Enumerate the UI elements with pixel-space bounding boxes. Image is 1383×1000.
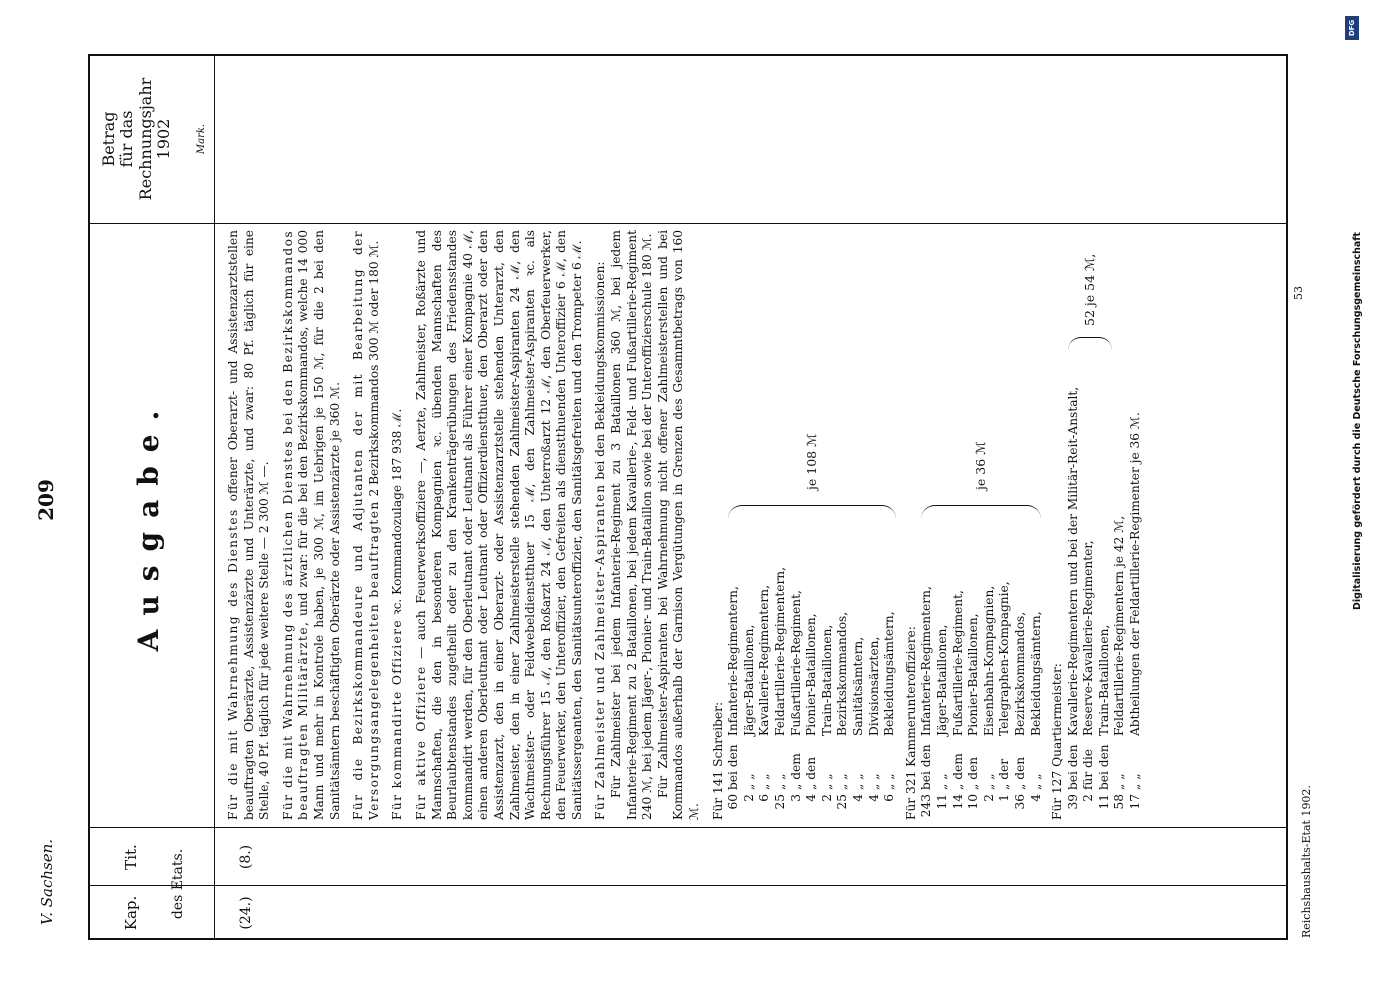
item-count: 10: [966, 794, 981, 810]
item-unit: Bekleidungsämtern,: [1028, 611, 1043, 736]
item-unit: Fußartillerie-Regiment,: [950, 590, 965, 736]
item-count: 6: [882, 794, 897, 802]
paragraph-lead: Für aktive Offiziere: [413, 665, 428, 820]
paragraph-zahlmeister-aspiranten: Für Zahlmeister-Aspiranten bei Wahrnehmung nicht offener Zahlmeisterstellen und bei Kommandos außerhalb der Garnison Vergütungen in Grenzen des Gesammtbetrags von 160 ℳ.: [655, 230, 702, 820]
item-preposition: bei den: [1096, 744, 1111, 790]
list-item: [804, 230, 820, 820]
item-count: 2: [1081, 794, 1096, 802]
digitization-notice: Digitalisierung gefördert durch die Deutsche Forschungsgemeinschaft: [1352, 232, 1363, 610]
item-count: 6: [757, 794, 772, 802]
item-preposition: „ „: [1128, 773, 1143, 790]
item-preposition: „ „: [1028, 773, 1043, 790]
paragraph-aktive-offiziere: [414, 230, 586, 820]
item-count: 25: [835, 794, 850, 810]
item-unit: Jäger-Bataillonen,: [934, 624, 949, 736]
item-preposition: „ „: [981, 773, 996, 790]
kap-value: (24.): [238, 896, 254, 930]
item-unit: Bezirkskommandos,: [1012, 611, 1027, 736]
item-count: 1: [997, 794, 1012, 802]
item-preposition: bei den: [1065, 744, 1080, 790]
item-unit: Infanterie-Regimentern,: [726, 586, 741, 736]
list-item: [1112, 230, 1128, 820]
item-preposition: „ den: [1012, 756, 1027, 790]
list-item: [820, 230, 836, 820]
paragraph-text: ꝛc. Kommandozulage 187 938 ℳ.: [390, 408, 405, 620]
paragraph-assistenzarzt: [226, 230, 273, 820]
list-item: [867, 230, 883, 820]
amount-schreiber: je 108 ℳ: [804, 433, 820, 490]
column-header-betrag: [100, 56, 174, 222]
column-header-tit: Tit.: [122, 844, 140, 870]
item-unit: Infanterie-Regimentern,: [919, 586, 934, 736]
list-schreiber: [726, 230, 898, 820]
amount-kammer: je 36 ℳ: [973, 441, 989, 490]
tit-value: (8.): [238, 844, 254, 870]
item-unit: Feldartillerie-Regimentern je 42 ℳ,: [1112, 515, 1127, 736]
item-unit: Fußartillerie-Regiment,: [788, 590, 803, 736]
item-preposition: „ der: [997, 758, 1012, 790]
item-preposition: „ „: [819, 773, 834, 790]
list-item: [997, 230, 1013, 820]
item-unit: Eisenbahn-Kompagnien,: [981, 585, 996, 736]
list-item: [789, 230, 805, 820]
item-unit: Jäger-Bataillonen,: [741, 624, 756, 736]
item-count: 243: [919, 794, 934, 818]
list-item: [1066, 230, 1082, 820]
list-block-schreiber: [726, 230, 898, 820]
list-item: [1097, 230, 1113, 820]
item-unit: Telegraphen-Kompagnie,: [997, 581, 1012, 736]
item-preposition: „ den: [804, 756, 819, 790]
rule-kap: [88, 885, 1288, 886]
list-item: [882, 230, 898, 820]
dfg-logo: DFG: [1345, 16, 1359, 40]
item-preposition: „ dem: [788, 753, 803, 790]
item-unit: Bekleidungsämtern,: [882, 611, 897, 736]
paragraph-text: bei den Bekleidungskommissionen:: [593, 261, 608, 484]
list-item: [835, 230, 851, 820]
betrag-line-4: 1902: [154, 118, 174, 160]
list-item: [982, 230, 998, 820]
brace-schreiber: [728, 505, 896, 520]
item-count: 2: [981, 794, 996, 802]
list-block-quartier: [1066, 230, 1144, 820]
item-count: 25: [773, 794, 787, 810]
paragraph-lead: Für Zahlmeister und Zahlmeister-Aspiranten: [593, 483, 608, 820]
item-preposition: „ „: [835, 773, 850, 790]
paragraph-text: — auch Feuerwerksoffiziere —, Aerzte, Zahlmeister, Roßärzte und Mannschaften, die den in besonderen Kompagnien ꝛc. übenden Mannschaften des Beurlaubtenstandes zugetheilt oder zu den Krankenträgerübungen des Friedensstandes kommandirt werden, für den Oberleutnant oder Leutnant als Führer einer Kompagnie 40 ℳ, einen anderen Oberleutnant oder Leutnant oder Offizierdienstthuer, den Oberarzt oder den Assistenzarzt, den in einer Oberarzt- oder Assistenzarztstelle stehenden Unterarzt, den Zahlmeister, den in einer Zahlmeisterstelle stehenden Zahlmeister-Aspiranten 24 ℳ, den Wachtmeister- oder Feldwebeldienstthuer 15 ℳ, den Zahlmeister-Aspiranten ꝛc. als Rechnungsführer 15 ℳ, den Roßarzt 24 ℳ, den Unterroßarzt 12 ℳ, den Oberfeuerwerker, den Feuerwerker, den Unteroffizier, den Gefreiten als dienstthuenden Unteroffizier 6 ℳ, den Sanitätssergeanten, den Sanitätsunteroffizier, den Sanitätsgefreiten und den Trompeter 6 ℳ.: [413, 230, 584, 820]
item-count: 2: [741, 794, 756, 802]
list-item: [726, 230, 742, 820]
item-count: 3: [788, 794, 803, 802]
list-head-quartier: Für 127 Quartiermeister:: [1050, 663, 1065, 820]
item-unit: Sanitätsämtern,: [850, 636, 865, 736]
item-count: 4: [804, 794, 819, 802]
item-unit: Train-Bataillonen,: [1096, 624, 1111, 736]
item-count: 4: [1028, 794, 1043, 802]
item-count: 60: [726, 794, 741, 810]
item-preposition: „ „: [757, 773, 772, 790]
betrag-line-2: für das: [117, 110, 137, 168]
item-preposition: bei den: [726, 744, 741, 790]
body-text: [226, 230, 1150, 820]
item-count: 17: [1128, 794, 1143, 810]
list-item: [919, 230, 935, 820]
list-item: [851, 230, 867, 820]
list-item: [773, 230, 789, 820]
betrag-line-3: Rechnungsjahr: [135, 77, 155, 201]
item-preposition: „ „: [882, 773, 897, 790]
item-unit: Divisionsärzten,: [866, 636, 881, 736]
item-preposition: „ den: [966, 756, 981, 790]
item-count: 14: [950, 794, 965, 810]
list-kammer: [919, 230, 1044, 820]
footer-etat: Reichshaushalts-Etat 1902.: [1300, 785, 1313, 938]
brace-kammer: [921, 505, 1041, 520]
paragraph-lead: Für die mit Wahrnehmung des ärztlichen Dienstes bei den Bezirkskommandos beauftragten Militärärzte,: [280, 230, 311, 820]
item-unit: Abtheilungen der Feldartillerie-Regimenter je 36 ℳ.: [1128, 412, 1143, 736]
item-count: 4: [850, 794, 865, 802]
list-item: [1013, 230, 1029, 820]
item-unit: Feldartillerie-Regimentern,: [773, 566, 787, 736]
rule-tit: [88, 827, 1288, 828]
running-head-state: V. Sachsen.: [38, 838, 56, 925]
item-count: 36: [1012, 794, 1027, 810]
list-block-kammer: [919, 230, 1044, 820]
list-quartier: [1066, 230, 1144, 820]
item-count: 11: [934, 794, 949, 810]
item-preposition: bei den: [919, 744, 934, 790]
item-preposition: für die: [1081, 749, 1096, 790]
paragraph-bezirkskommandeure: [351, 230, 382, 820]
betrag-line-1: Betrag: [99, 111, 118, 167]
item-preposition: „ „: [741, 773, 756, 790]
paragraph-text: offener Oberarzt- und Assistenzarztstellen beauftragten Oberärzte, Assistenzärzte und Unterärzte, und zwar: 80 Pf. täglich für eine Stelle, 40 Pf. täglich für jede weitere Stelle — 2 300 ℳ —.: [226, 230, 272, 820]
paragraph-text: 2 Bezirkskommandos 300 ℳ oder 180 ℳ.: [366, 240, 381, 501]
item-count: 2: [819, 794, 834, 802]
item-preposition: „ „: [866, 773, 881, 790]
item-preposition: „ „: [1112, 773, 1127, 790]
item-unit: Kavallerie-Regimentern,: [757, 585, 772, 736]
item-count: 39: [1065, 794, 1080, 810]
paragraph-lead: Für die Bezirkskommandeure und Adjutanten der mit Bearbeitung der Versorgungsangelegenheiten beauftragten: [351, 230, 381, 820]
list-item: [951, 230, 967, 820]
paragraph-kommandirte-offiziere: [390, 230, 406, 820]
item-preposition: „ „: [773, 773, 787, 790]
item-preposition: „ dem: [950, 753, 965, 790]
paragraph-text: und zwar: für die bei den Bezirkskommandos, welche 14 000 Mann und mehr in Kontrole haben, je 300 ℳ, im Uebrigen je 150 ℳ, für die 2 bei den Sanitätsämtern beschäftigten Oberärzte oder Assistenzärzte je 360 ℳ.: [296, 230, 342, 820]
list-head-kammer: Für 321 Kammerunteroffiziere:: [903, 626, 918, 820]
item-count: 58: [1112, 794, 1127, 810]
item-unit: Bezirkskommandos,: [835, 611, 850, 736]
paragraph-zahlmeister: [593, 230, 609, 820]
list-item: [966, 230, 982, 820]
paragraph-lead: Für kommandirte Offiziere: [390, 619, 405, 820]
page-number-header: 209: [34, 479, 58, 521]
amount-quartier: 52 je 54 ℳ,: [1081, 253, 1097, 326]
list-item: [1029, 230, 1045, 820]
item-unit: Pionier-Bataillonen,: [966, 613, 981, 736]
rule-betrag: [88, 223, 1288, 224]
list-item: [757, 230, 773, 820]
column-header-etats: des Etats.: [170, 848, 186, 920]
footer-page-number: 53: [1292, 286, 1305, 300]
item-preposition: „ „: [850, 773, 865, 790]
column-header-mark: Mark.: [196, 123, 207, 155]
list-item: [742, 230, 758, 820]
list-item: [1128, 230, 1144, 820]
item-preposition: „ „: [934, 773, 949, 790]
item-count: 11: [1096, 794, 1111, 810]
list-item: [935, 230, 951, 820]
section-title: Ausgabe.: [132, 396, 165, 652]
paragraph-lead: Für die mit Wahrnehmung des Dienstes: [226, 508, 240, 820]
item-unit: Kavallerie-Regimentern und bei der Militär-Reit-Anstalt,: [1065, 386, 1080, 736]
item-count: 4: [866, 794, 881, 802]
paragraph-militaeraerzte: [281, 230, 343, 820]
brace-quartier: [1068, 337, 1112, 350]
paragraph-zahlmeister-regimenter: Für Zahlmeister bei jedem Infanterie-Regiment zu 3 Bataillonen 360 ℳ, bei jedem Infanterie-Regiment zu 2 Bataillonen, bei jedem Kavallerie-, Feld- und Fußartillerie-Regiment 240 ℳ, bei jedem Jäger-, Pionier- und Train-Bataillon sowie bei der Unteroffizierschule 180 ℳ.: [609, 230, 655, 820]
item-unit: Reserve-Kavallerie-Regimenter,: [1081, 540, 1096, 736]
item-unit: Train-Bataillonen,: [819, 624, 834, 736]
header-rule: [214, 54, 215, 940]
column-header-kap: Kap.: [122, 895, 140, 931]
list-head-schreiber: Für 141 Schreiber:: [710, 701, 725, 820]
item-unit: Pionier-Bataillonen,: [804, 613, 819, 736]
